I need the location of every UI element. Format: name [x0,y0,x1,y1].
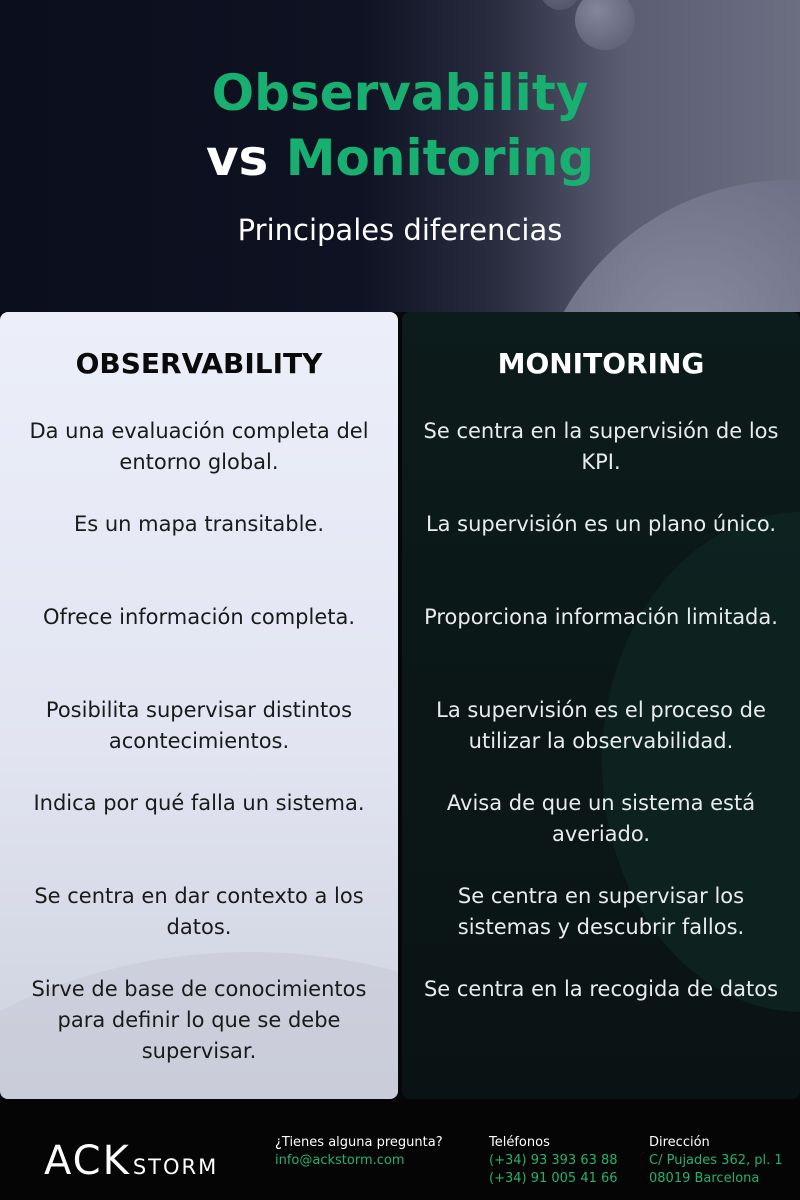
logo-storm: STORM [132,1155,219,1179]
observability-heading: OBSERVABILITY [75,347,323,380]
observability-item: Da una evaluación completa del entorno global. [29,419,369,474]
hero-banner [0,0,800,312]
decorative-sphere [575,0,635,50]
observability-item: Es un mapa transitable. [73,512,325,536]
address-label: Dirección [649,1135,710,1150]
footer-contact [275,1134,443,1170]
logo-ack: ACK [44,1138,131,1184]
phone-link[interactable]: (+34) 93 393 63 88 [489,1153,618,1168]
address-line: 08019 Barcelona [649,1171,760,1186]
monitoring-item: Avisa de que un sistema está averiado. [446,791,756,846]
monitoring-heading: MONITORING [497,347,705,380]
observability-item: Indica por qué falla un sistema. [33,791,365,815]
monitoring-item: Proporciona información limitada. [424,605,778,629]
title-monitoring: Monitoring [285,129,595,187]
monitoring-item: La supervisión es el proceso de utilizar la observabilidad. [436,698,766,753]
observability-item: Sirve de base de conocimientos para definir lo que se debe supervisar. [31,977,367,1063]
monitoring-card [402,312,800,1099]
observability-item: Posibilita supervisar distintos acontecimientos. [45,698,353,753]
ackstorm-logo[interactable] [44,1138,218,1184]
title-observability: Observability [211,64,589,122]
footer [0,1100,800,1200]
monitoring-item: La supervisión es un plano único. [425,512,777,536]
email-link[interactable]: info@ackstorm.com [275,1153,405,1168]
observability-item: Se centra en dar contexto a los datos. [34,884,364,939]
footer-phones [489,1134,618,1188]
monitoring-item: Se centra en supervisar los sistemas y descubrir fallos. [457,884,745,939]
title-vs: vs [205,129,269,187]
phones-label: Teléfonos [489,1135,550,1150]
footer-address [649,1134,783,1188]
monitoring-item: Se centra en la recogida de datos [423,977,779,1001]
phone-link[interactable]: (+34) 91 005 41 66 [489,1171,618,1186]
address-line: C/ Pujades 362, pl. 1 [649,1153,783,1168]
decorative-sphere [540,0,580,10]
monitoring-item: Se centra en la supervisión de los KPI. [423,419,779,474]
observability-item: Ofrece información completa. [42,605,356,629]
page-subtitle: Principales diferencias [237,213,563,247]
observability-card [0,312,398,1099]
title-vs-monitoring [0,128,800,188]
question-label: ¿Tienes alguna pregunta? [275,1135,443,1150]
